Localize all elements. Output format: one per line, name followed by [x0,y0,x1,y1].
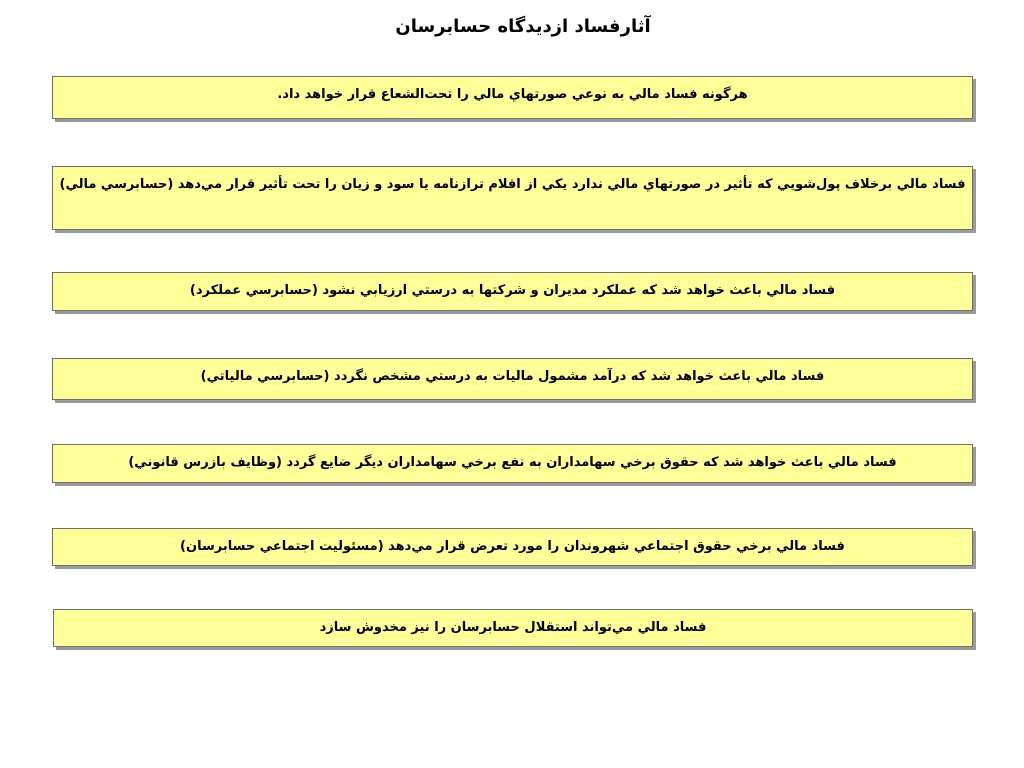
effect-box-5: فساد مالي باعث خواهد شد كه حقوق برخي سهامداران به نفع برخي سهامداران ديگر ضايع گردد (وظايف بازرس قانوني) [52,444,973,483]
effect-box-2: فساد مالي برخلاف پول‌شويي كه تأثير در صورتهاي مالي ندارد يكي از اقلام ترازنامه يا سود و زيان را تحت تأثير قرار مي‌دهد (حسابرسي مالي) [52,166,973,230]
effect-box-4: فساد مالي باعث خواهد شد كه درآمد مشمول ماليات به درستي مشخص نگردد (حسابرسي مالياتي) [52,358,973,400]
effect-box-3: فساد مالي باعث خواهد شد كه عملكرد مديران و شركتها به درستي ارزيابي نشود (حسابرسي عملكرد) [52,272,973,311]
effect-box-6: فساد مالي برخي حقوق اجتماعي شهروندان را مورد تعرض قرار مي‌دهد (مسئوليت اجتماعي حسابرسان) [52,528,973,566]
slide-title: آثارفساد ازديدگاه حسابرسان [395,16,651,37]
effect-box-7: فساد مالي مي‌تواند استقلال حسابرسان را نيز مخدوش سازد [53,609,973,647]
effect-box-1: هرگونه فساد مالي به نوعي صورتهاي مالي را تحت‌الشعاع قرار خواهد داد. [52,76,973,119]
